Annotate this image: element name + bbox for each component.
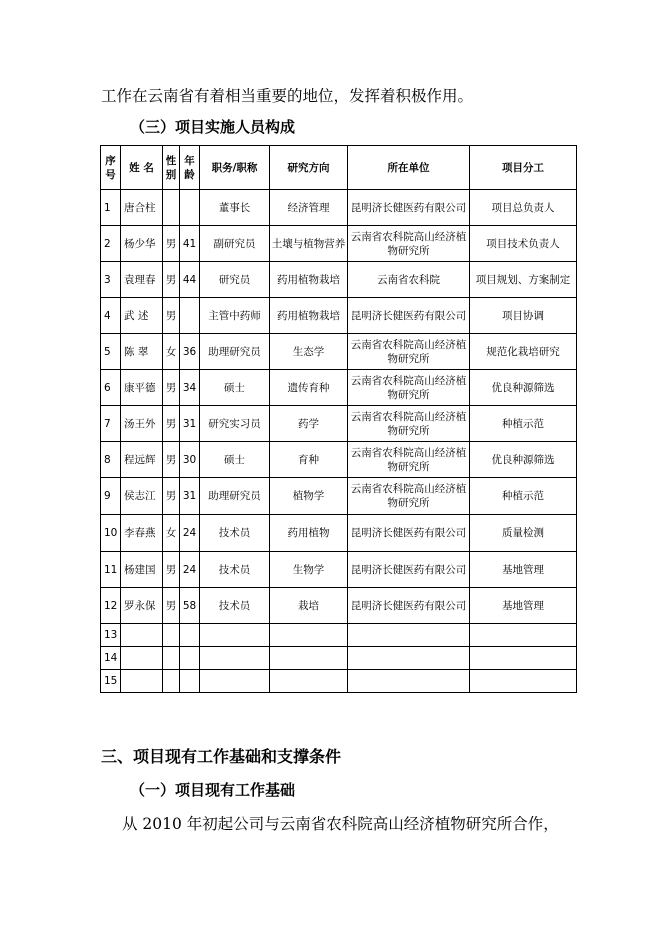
table-row (101, 515, 577, 552)
cell-research: 遗传育种 (270, 370, 348, 406)
cell-index: 10 (101, 515, 121, 552)
cell-research: 药学 (270, 406, 348, 442)
cell-index: 6 (101, 370, 121, 406)
cell-gender: 男 (163, 478, 180, 515)
table-row (101, 588, 577, 624)
table-row (101, 670, 577, 693)
cell-title (200, 647, 270, 670)
cell-index: 8 (101, 442, 121, 478)
cell-age (180, 647, 200, 670)
cell-gender: 男 (163, 588, 180, 624)
staff-section-heading: （三）项目实施人员构成 (130, 118, 296, 136)
cell-unit: 云南省农科院 (348, 262, 470, 298)
cell-name (121, 647, 163, 670)
cell-age: 24 (180, 515, 200, 552)
cell-research: 植物学 (270, 478, 348, 515)
cell-age: 36 (180, 334, 200, 370)
cell-index: 4 (101, 298, 121, 334)
cell-age: 44 (180, 262, 200, 298)
paragraph-intro: 工作在云南省有着相当重要的地位，发挥着积极作用。 (101, 87, 474, 105)
cell-gender: 男 (163, 442, 180, 478)
section-heading: 三、项目现有工作基础和支撑条件 (101, 747, 342, 766)
cell-unit: 昆明济长健医药有限公司 (348, 298, 470, 334)
cell-name: 陈 翠 (121, 334, 163, 370)
cell-unit: 昆明济长健医药有限公司 (348, 552, 470, 588)
cell-title (200, 624, 270, 647)
cell-title: 助理研究员 (200, 478, 270, 515)
cell-name: 康平德 (121, 370, 163, 406)
cell-index: 7 (101, 406, 121, 442)
table-row (101, 226, 577, 262)
cell-role (470, 647, 577, 670)
cell-research (270, 670, 348, 693)
cell-name: 武 述 (121, 298, 163, 334)
header-name: 姓 名 (121, 146, 163, 190)
cell-unit: 云南省农科院高山经济植物研究所 (348, 334, 470, 370)
cell-gender (163, 670, 180, 693)
table-row (101, 442, 577, 478)
cell-name (121, 624, 163, 647)
cell-research: 药用植物 (270, 515, 348, 552)
cell-research: 经济管理 (270, 190, 348, 226)
cell-index: 9 (101, 478, 121, 515)
cell-gender: 女 (163, 515, 180, 552)
cell-research: 土壤与植物营养 (270, 226, 348, 262)
subsection-heading: （一）项目现有工作基础 (130, 781, 296, 799)
cell-title: 研究实习员 (200, 406, 270, 442)
cell-name: 杨建国 (121, 552, 163, 588)
cell-research: 栽培 (270, 588, 348, 624)
cell-unit (348, 670, 470, 693)
header-gender: 性别 (163, 146, 180, 190)
cell-gender: 男 (163, 552, 180, 588)
cell-role: 种植示范 (470, 478, 577, 515)
header-title: 职务/职称 (200, 146, 270, 190)
cell-research (270, 624, 348, 647)
cell-index: 1 (101, 190, 121, 226)
header-index: 序号 (101, 146, 121, 190)
cell-gender (163, 647, 180, 670)
cell-age: 31 (180, 478, 200, 515)
cell-index: 13 (101, 624, 121, 647)
cell-role: 项目总负责人 (470, 190, 577, 226)
cell-gender (163, 190, 180, 226)
cell-title: 助理研究员 (200, 334, 270, 370)
header-unit: 所在单位 (348, 146, 470, 190)
paragraph-body: 从 2010 年初起公司与云南省农科院高山经济植物研究所合作， (122, 815, 559, 833)
cell-gender: 女 (163, 334, 180, 370)
table-row (101, 552, 577, 588)
cell-index: 12 (101, 588, 121, 624)
cell-gender: 男 (163, 298, 180, 334)
cell-title: 技术员 (200, 588, 270, 624)
table-row (101, 647, 577, 670)
cell-name: 程远辉 (121, 442, 163, 478)
cell-gender: 男 (163, 262, 180, 298)
cell-role: 优良种源筛选 (470, 370, 577, 406)
cell-name: 李春燕 (121, 515, 163, 552)
cell-role (470, 670, 577, 693)
cell-index: 3 (101, 262, 121, 298)
cell-age (180, 190, 200, 226)
cell-name: 罗永保 (121, 588, 163, 624)
cell-age (180, 624, 200, 647)
cell-age: 58 (180, 588, 200, 624)
cell-unit: 云南省农科院高山经济植物研究所 (348, 442, 470, 478)
cell-unit: 云南省农科院高山经济植物研究所 (348, 406, 470, 442)
cell-index: 11 (101, 552, 121, 588)
cell-title: 硕士 (200, 370, 270, 406)
cell-index: 14 (101, 647, 121, 670)
cell-gender: 男 (163, 406, 180, 442)
cell-age: 30 (180, 442, 200, 478)
cell-unit: 云南省农科院高山经济植物研究所 (348, 370, 470, 406)
table-row (101, 406, 577, 442)
cell-name (121, 670, 163, 693)
cell-name: 侯志江 (121, 478, 163, 515)
table-row (101, 370, 577, 406)
cell-gender: 男 (163, 226, 180, 262)
cell-gender: 男 (163, 370, 180, 406)
cell-research: 药用植物栽培 (270, 262, 348, 298)
cell-index: 5 (101, 334, 121, 370)
table-row (101, 478, 577, 515)
cell-role: 项目技术负责人 (470, 226, 577, 262)
cell-age: 24 (180, 552, 200, 588)
cell-role: 种植示范 (470, 406, 577, 442)
cell-role: 优良种源筛选 (470, 442, 577, 478)
cell-role: 规范化栽培研究 (470, 334, 577, 370)
cell-research (270, 647, 348, 670)
table-row (101, 334, 577, 370)
cell-title: 董事长 (200, 190, 270, 226)
cell-age: 41 (180, 226, 200, 262)
cell-age (180, 670, 200, 693)
header-research: 研究方向 (270, 146, 348, 190)
cell-age: 34 (180, 370, 200, 406)
cell-index: 15 (101, 670, 121, 693)
cell-research: 育种 (270, 442, 348, 478)
cell-title: 主管中药师 (200, 298, 270, 334)
cell-title: 技术员 (200, 515, 270, 552)
cell-title: 技术员 (200, 552, 270, 588)
cell-unit: 云南省农科院高山经济植物研究所 (348, 478, 470, 515)
cell-index: 2 (101, 226, 121, 262)
table-row (101, 298, 577, 334)
cell-name: 汤王外 (121, 406, 163, 442)
staff-table (100, 145, 577, 693)
cell-age (180, 298, 200, 334)
cell-title: 副研究员 (200, 226, 270, 262)
cell-gender (163, 624, 180, 647)
cell-unit: 昆明济长健医药有限公司 (348, 515, 470, 552)
cell-research: 药用植物栽培 (270, 298, 348, 334)
cell-unit (348, 624, 470, 647)
header-role: 项目分工 (470, 146, 577, 190)
cell-role: 项目规划、方案制定 (470, 262, 577, 298)
cell-research: 生物学 (270, 552, 348, 588)
cell-title (200, 670, 270, 693)
cell-research: 生态学 (270, 334, 348, 370)
cell-name: 唐合柱 (121, 190, 163, 226)
cell-role (470, 624, 577, 647)
cell-unit: 云南省农科院高山经济植物研究所 (348, 226, 470, 262)
cell-title: 研究员 (200, 262, 270, 298)
cell-role: 基地管理 (470, 588, 577, 624)
table-header-row (101, 146, 577, 190)
cell-unit: 昆明济长健医药有限公司 (348, 190, 470, 226)
table-row (101, 190, 577, 226)
cell-age: 31 (180, 406, 200, 442)
cell-name: 杨少华 (121, 226, 163, 262)
cell-role: 质量检测 (470, 515, 577, 552)
cell-role: 基地管理 (470, 552, 577, 588)
table-row (101, 624, 577, 647)
cell-role: 项目协调 (470, 298, 577, 334)
cell-unit (348, 647, 470, 670)
header-age: 年龄 (180, 146, 200, 190)
cell-name: 袁理春 (121, 262, 163, 298)
cell-title: 硕士 (200, 442, 270, 478)
cell-unit: 昆明济长健医药有限公司 (348, 588, 470, 624)
table-row (101, 262, 577, 298)
